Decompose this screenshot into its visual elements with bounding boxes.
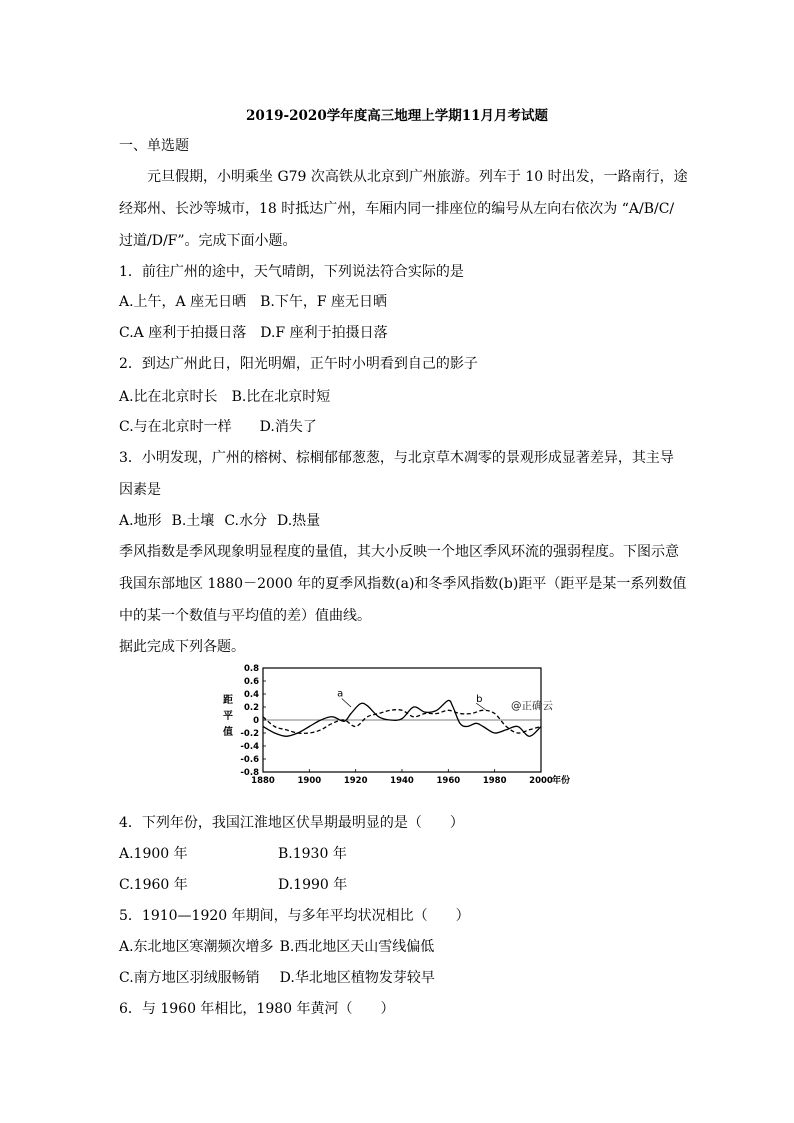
y-tick-label: -0.8	[240, 768, 259, 778]
x-tick-label: 1960	[436, 776, 461, 786]
q4-option-b: B.1930 年	[278, 846, 347, 862]
q2-stem: 2．到达广州此日，阳光明媚，正午时小明看到自己的影子	[119, 356, 478, 372]
q3-options	[119, 510, 320, 530]
series-a-leader	[342, 699, 351, 707]
passage1-line3: 过道/D/F”。完成下面小题。	[119, 233, 297, 249]
q1-options-cd	[119, 322, 388, 342]
q4-option-c: C.1960 年	[119, 877, 188, 893]
q4-option-a: A.1900 年	[119, 846, 188, 862]
y-tick-label: 0.8	[243, 664, 259, 674]
watermark-text: @正确云	[511, 699, 553, 712]
x-tick-label: 1920	[343, 776, 368, 786]
passage1-line1: 元旦假期，小明乘坐 G79 次高铁从北京到广州旅游。列车于 10 时出发，一路南行，途	[147, 169, 688, 185]
q4-stem: 4．下列年份，我国江淮地区伏旱期最明显的是（ ）	[119, 815, 464, 831]
q3-option-d: D.热量	[276, 513, 321, 529]
q3-stem-line2: 因素是	[119, 482, 161, 498]
q2-option-a: A.比在北京时长	[119, 389, 218, 405]
q5-options-cd	[119, 967, 435, 987]
q2-option-b: B.比在北京时短	[231, 389, 331, 405]
y-tick-label: 0.4	[243, 690, 259, 700]
q1-options-ab	[119, 291, 387, 311]
q1-stem: 1．前往广州的途中，天气晴朗，下列说法符合实际的是	[119, 264, 464, 280]
q3-option-a: A.地形	[119, 513, 162, 529]
series-b-label: b	[476, 693, 483, 705]
q5-option-d: D.华北地区植物发芽较早	[279, 970, 435, 986]
q5-option-b: B.西北地区天山雪线偏低	[279, 939, 435, 955]
q6-stem: 6．与 1960 年相比，1980 年黄河（ ）	[119, 1001, 395, 1017]
passage2-line4: 据此完成下列各题。	[119, 639, 245, 655]
q2-options-cd	[119, 416, 317, 436]
q2-options-ab	[119, 386, 330, 406]
passage2-line2: 我国东部地区 1880－2000 年的夏季风指数(a)和冬季风指数(b)距平（距平是某一系列数值	[119, 576, 687, 592]
q3-option-b: B.土壤	[171, 513, 215, 529]
q1-option-d: D.F 座利于拍摄日落	[260, 325, 388, 341]
passage1-line2: 经郑州、长沙等城市，18 时抵达广州，车厢内同一排座位的编号从左向右依次为 “A/B/C/	[119, 201, 675, 217]
q1-option-b: B.下午，F 座无日晒	[260, 294, 388, 310]
series-a-label: a	[337, 688, 344, 700]
q5-option-c: C.南方地区羽绒服畅销	[119, 970, 260, 986]
x-tick-label: 1880	[251, 776, 275, 786]
x-axis-label: 年份	[551, 776, 571, 786]
passage2-line3: 中的某一个数值与平均值的差）值曲线。	[119, 608, 371, 624]
q4-option-d: D.1990 年	[278, 877, 348, 893]
q5-option-a: A.东北地区寒潮频次增多	[119, 939, 274, 955]
q1-option-c: C.A 座利于拍摄日落	[119, 325, 247, 341]
q5-options-ab	[119, 936, 434, 956]
passage2-line1: 季风指数是季风现象明显程度的量值，其大小反映一个地区季风环流的强弱程度。下图示意	[119, 544, 679, 560]
x-tick-label: 1940	[390, 776, 414, 786]
page-title: 2019-2020学年度高三地理上学期11月月考试题	[245, 108, 549, 124]
x-tick-label: 2000	[529, 776, 553, 786]
y-tick-label: -0.2	[240, 729, 259, 739]
q3-stem-line1: 3．小明发现，广州的榕树、棕榈郁郁葱葱，与北京草木凋零的景观形成显著差异，其主导	[119, 450, 674, 466]
y-axis-label: 平	[223, 711, 233, 722]
q3-option-c: C.水分	[224, 513, 267, 529]
q5-stem: 5．1910—1920 年期间，与多年平均状况相比（ ）	[119, 908, 470, 924]
y-tick-label: 0.6	[243, 677, 259, 687]
x-tick-label: 1980	[482, 776, 507, 786]
q1-option-a: A.上午，A 座无日晒	[119, 294, 247, 310]
y-tick-label: 0.2	[243, 703, 259, 713]
y-tick-label: -0.6	[240, 755, 259, 765]
q2-option-c: C.与在北京时一样	[119, 419, 232, 435]
y-tick-label: -0.4	[240, 742, 259, 752]
y-axis-label: 值	[223, 727, 233, 738]
x-tick-label: 1900	[297, 776, 322, 786]
q2-option-d: D.消失了	[259, 419, 317, 435]
y-axis-label: 距	[223, 695, 233, 706]
section-heading: 一、单选题	[119, 138, 189, 154]
y-tick-label: 0	[253, 716, 259, 726]
monsoon-index-chart	[220, 661, 600, 791]
